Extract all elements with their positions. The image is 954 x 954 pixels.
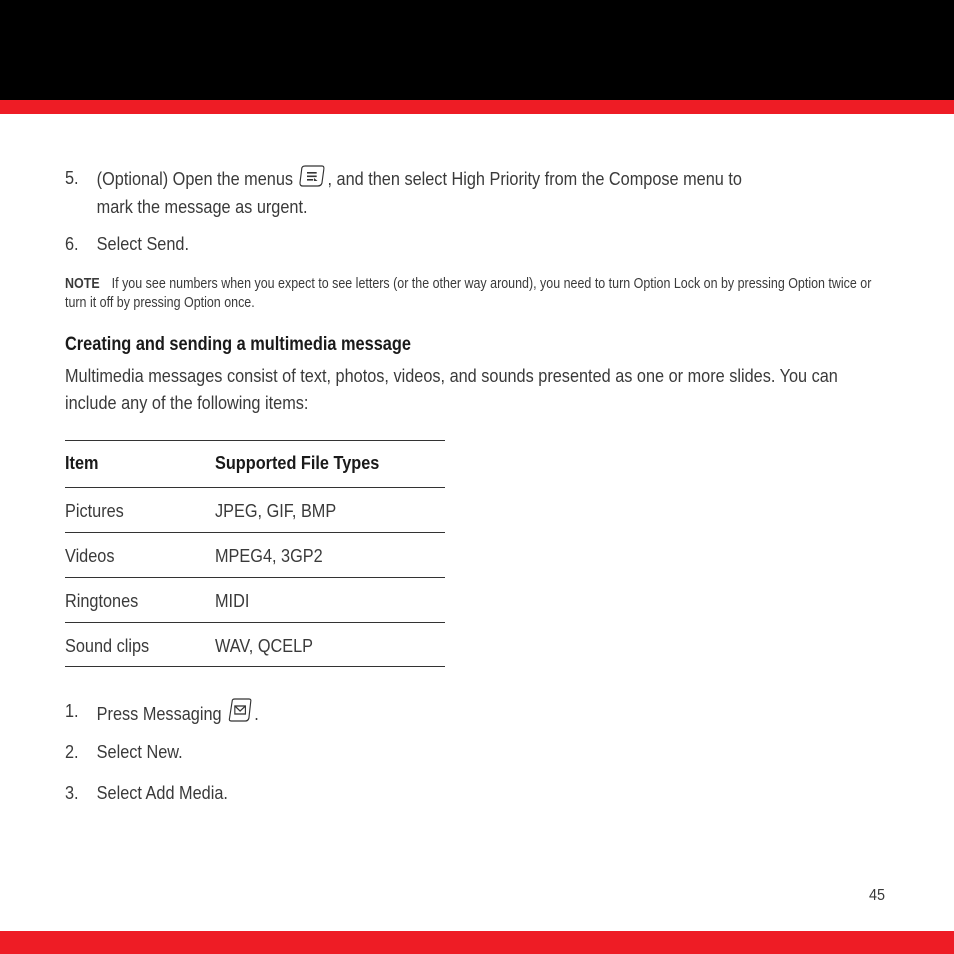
- step-number: 2.: [65, 741, 79, 762]
- section-heading: Creating and sending a multimedia message: [65, 334, 411, 355]
- note-label: NOTE: [65, 276, 100, 292]
- step-text-continued: .: [254, 703, 259, 724]
- step-3: [65, 780, 228, 806]
- step-text: Select Send.: [96, 233, 189, 254]
- step-text: Select Add Media.: [96, 782, 228, 803]
- table-cell-item: Sound clips: [65, 635, 150, 656]
- table-row: [65, 487, 445, 532]
- table-cell-item: Videos: [65, 545, 115, 566]
- page-number: 45: [869, 887, 886, 904]
- header-item: Item: [65, 452, 99, 473]
- step-text: Press Messaging: [96, 703, 222, 724]
- step-number: 3.: [65, 782, 79, 803]
- step-text: Select New.: [96, 741, 183, 762]
- header-black-bar: [0, 0, 954, 100]
- table-cell-types: JPEG, GIF, BMP: [215, 500, 337, 521]
- step-6: [65, 231, 189, 257]
- step-number: 5.: [65, 167, 79, 188]
- table-row: [65, 577, 445, 622]
- step-5: [65, 165, 742, 220]
- menu-key-icon: [299, 165, 325, 194]
- table-cell-types: WAV, QCELP: [215, 635, 314, 656]
- table-cell-item: Ringtones: [65, 590, 139, 611]
- step-text-continued: , and then select High Priority from the Compose menu to: [327, 168, 742, 189]
- table-cell-types: MPEG4, 3GP2: [215, 545, 323, 566]
- step-text-line2: mark the message as urgent.: [96, 196, 308, 217]
- note: [65, 275, 873, 313]
- table-cell-item: Pictures: [65, 500, 124, 521]
- table-cell-types: MIDI: [215, 590, 250, 611]
- footer-red-stripe: [0, 931, 954, 954]
- table-row: [65, 622, 445, 667]
- section-intro: Multimedia messages consist of text, photos, videos, and sounds presented as one or more slides. You can include any of the following items:: [65, 365, 838, 413]
- messaging-key-icon: [228, 698, 253, 729]
- step-text: (Optional) Open the menus: [96, 168, 294, 189]
- note-text: If you see numbers when you expect to see letters (or the other way around), you need to turn Option Lock on by pressing Option twice or turn it off by pressing Option once.: [65, 276, 872, 311]
- step-2: [65, 739, 183, 765]
- table-row: [65, 532, 445, 577]
- step-number: 6.: [65, 233, 79, 254]
- step-1: [65, 698, 259, 729]
- step-number: 1.: [65, 700, 79, 721]
- table-header-row: [65, 440, 445, 487]
- header-red-stripe: [0, 100, 954, 114]
- file-types-table: [65, 440, 445, 667]
- header-file-types: Supported File Types: [215, 452, 380, 473]
